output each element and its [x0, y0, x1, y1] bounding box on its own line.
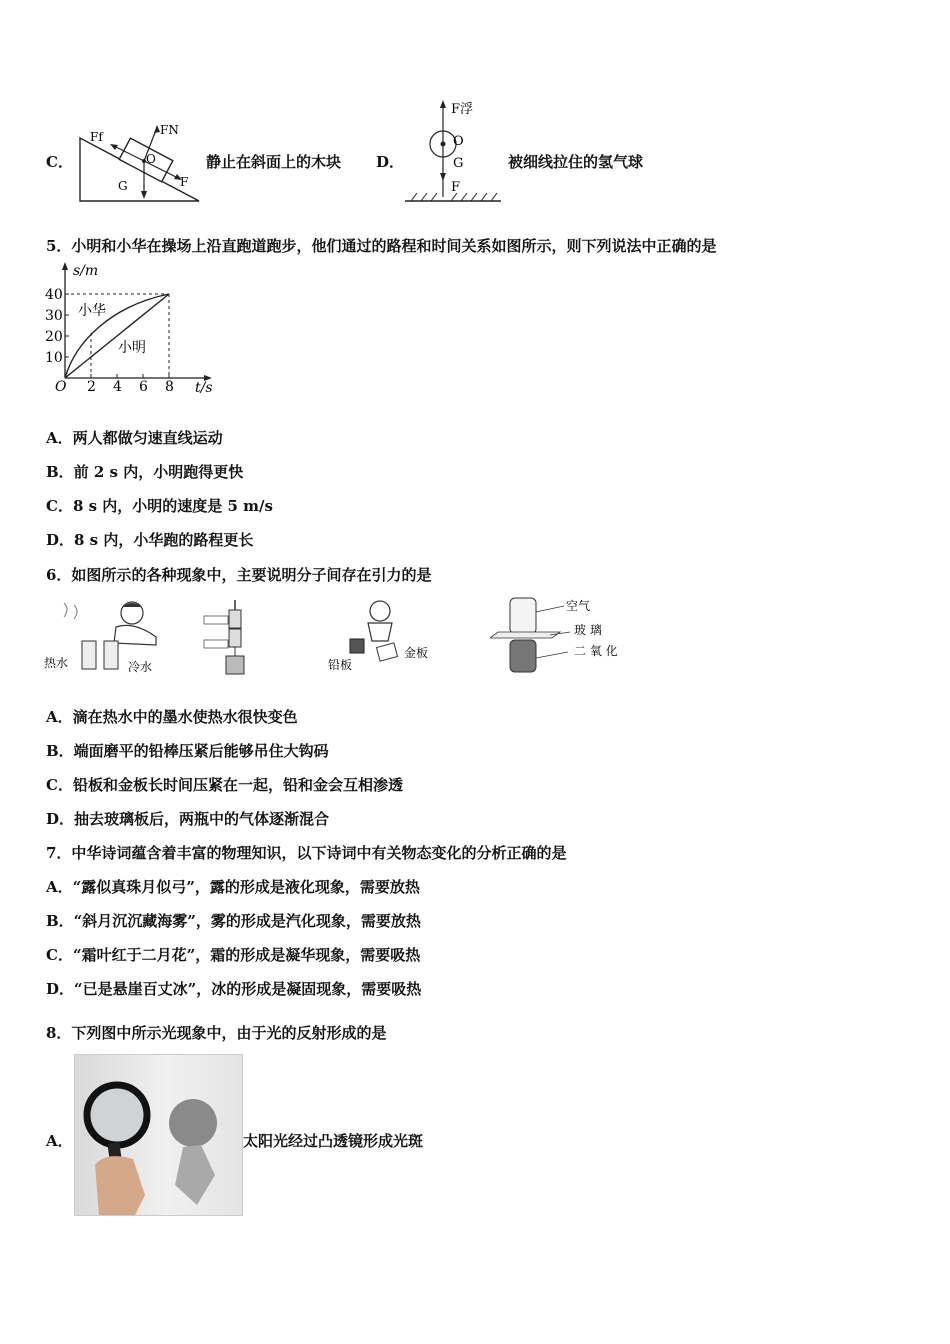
- cold-water-label: 冷水: [128, 660, 153, 674]
- origin-label: O: [55, 379, 67, 395]
- lead-gold-figure: [328, 597, 443, 677]
- fn-label: FN: [160, 123, 179, 137]
- f-label: F: [180, 175, 189, 189]
- gold-plate-label: 金板: [404, 646, 429, 660]
- x-tick-2: 2: [87, 379, 96, 395]
- lead-plate-label: 铅板: [328, 658, 353, 672]
- q4-option-c-caption: 静止在斜面上的木块: [206, 153, 342, 171]
- q6-stem: 6．如图所示的各种现象中，主要说明分子间存在引力的是: [46, 566, 432, 584]
- q6-option-d: D．抽去玻璃板后，两瓶中的气体逐渐混合: [46, 810, 330, 828]
- q8-option-a-label: A．: [46, 1132, 73, 1150]
- q6-option-c: C．铅板和金板长时间压紧在一起，铅和金会互相渗透: [46, 776, 403, 794]
- q7-option-a: A．“露似真珠月似弓”，露的形成是液化现象，需要放热: [46, 878, 420, 896]
- q6-option-b: B．端面磨平的铅棒压紧后能够吊住大钩码: [46, 742, 329, 760]
- hot-water-label: 热水: [44, 656, 69, 670]
- incline-block-diagram: [74, 118, 204, 206]
- glass-label: 玻 璃: [574, 623, 602, 637]
- lead-rods-figure: [200, 598, 270, 678]
- y-axis-label: s/m: [73, 263, 99, 279]
- q7-option-c: C．“霜叶红于二月花”，霜的形成是凝华现象，需要吸热: [46, 946, 421, 964]
- y-tick-30: 30: [45, 308, 63, 324]
- q6-option-a: A．滴在热水中的墨水使热水很快变色: [46, 708, 298, 726]
- q7-stem: 7．中华诗词蕴含着丰富的物理知识，以下诗词中有关物态变化的分析正确的是: [46, 844, 567, 862]
- q8-option-a-caption: 太阳光经过凸透镜形成光斑: [243, 1132, 424, 1150]
- q4-option-c-label: C．: [46, 153, 73, 171]
- q5-stem: 5．小明和小华在操场上沿直跑道跑步，他们通过的路程和时间关系如图所示，则下列说法中正确的是: [46, 237, 717, 255]
- x-tick-6: 6: [139, 379, 148, 395]
- q5-option-d: D．8 s 内，小华跑的路程更长: [46, 531, 254, 549]
- y-tick-20: 20: [45, 329, 63, 345]
- f-label-d: F: [451, 180, 461, 195]
- o-label: O: [146, 152, 156, 166]
- x-tick-8: 8: [165, 379, 174, 395]
- q4-option-d-caption: 被细线拉住的氢气球: [508, 153, 644, 171]
- label-xiaohua: 小华: [78, 303, 106, 319]
- q7-option-d: D．“已是悬崖百丈冰”，冰的形成是凝固现象，需要吸热: [46, 980, 422, 998]
- x-axis-label: t/s: [195, 380, 213, 396]
- o-label-d: O: [453, 134, 464, 149]
- x-tick-4: 4: [113, 379, 122, 395]
- g-label-d: G: [453, 156, 464, 171]
- distance-time-graph: [40, 258, 225, 396]
- no2-label: 二 氧 化: [574, 644, 618, 658]
- q5-option-c: C．8 s 内，小明的速度是 5 m/s: [46, 497, 273, 515]
- q8-stem: 8．下列图中所示光现象中，由于光的反射形成的是: [46, 1024, 387, 1042]
- balloon-diagram: [403, 97, 503, 207]
- q5-option-b: B．前 2 s 内，小明跑得更快: [46, 463, 244, 481]
- f-buoyancy-label: F浮: [451, 102, 474, 117]
- y-tick-40: 40: [45, 287, 63, 303]
- magnifier-photo: [74, 1054, 243, 1216]
- q4-option-d-label: D．: [376, 153, 405, 171]
- q7-option-b: B．“斜月沉沉藏海雾”，雾的形成是汽化现象，需要放热: [46, 912, 421, 930]
- gas-jars-figure: [490, 592, 635, 682]
- y-tick-10: 10: [45, 350, 63, 366]
- ff-label: Ff: [90, 130, 103, 144]
- air-label: 空气: [566, 599, 591, 613]
- magnifier-illustration: [75, 1055, 242, 1215]
- g-label: G: [118, 179, 128, 193]
- ink-water-figure: [44, 597, 164, 677]
- label-xiaoming: 小明: [118, 340, 146, 356]
- q5-option-a: A．两人都做匀速直线运动: [46, 429, 223, 447]
